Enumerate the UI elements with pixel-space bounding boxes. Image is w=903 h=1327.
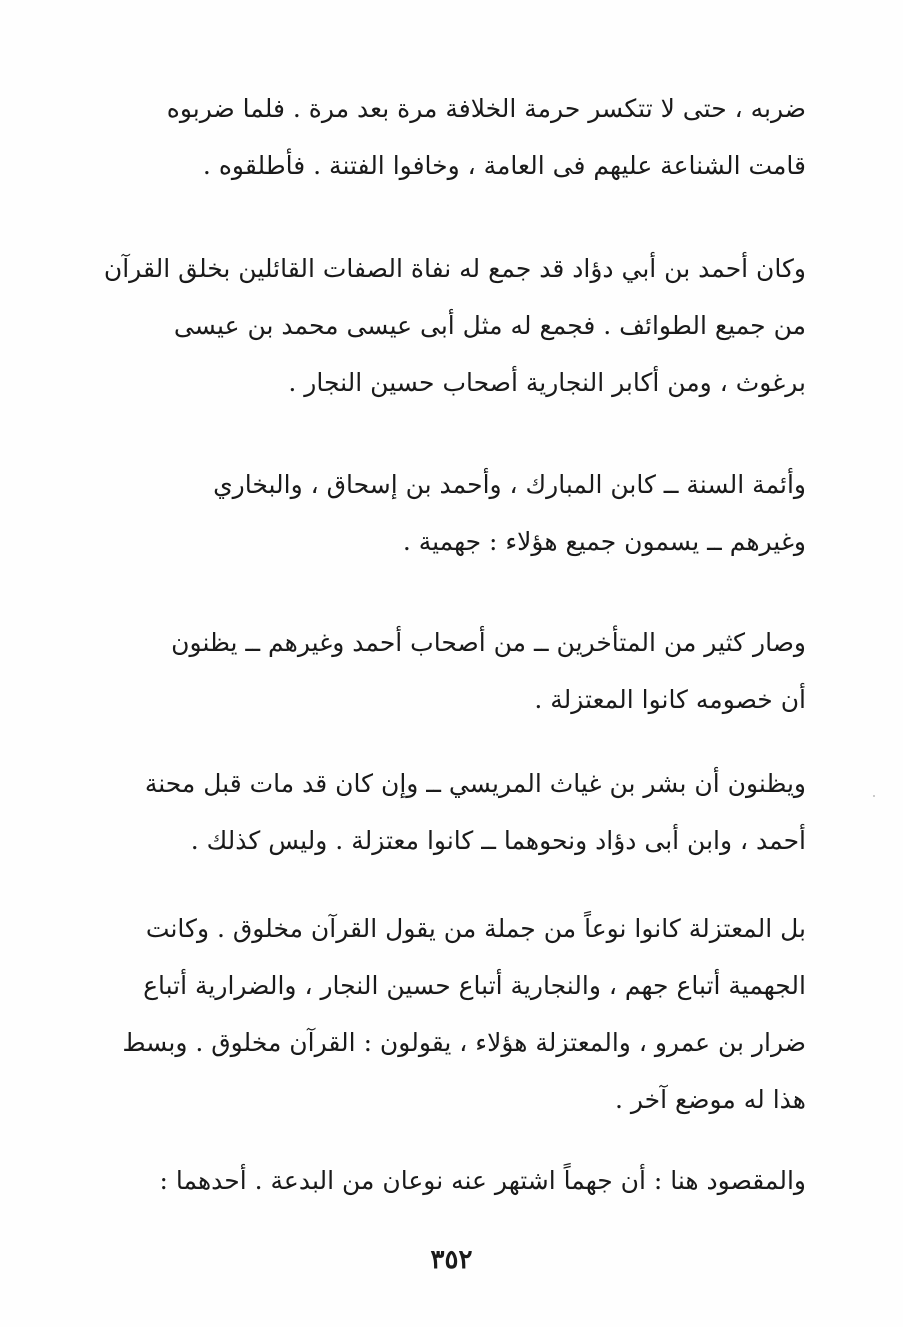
text-line: هذا له موضع آخر . [614, 1085, 806, 1114]
text-line: قامت الشناعة عليهم فى العامة ، وخافوا الفتنة . فأطلقوه . [202, 151, 806, 180]
text-line: أحمد ، وابن أبى دؤاد ونحوهما ــ كانوا معتزلة . وليس كذلك . [190, 826, 806, 855]
paragraph-3 [78, 456, 806, 570]
text-line: من جميع الطوائف . فجمع له مثل أبى عيسى محمد بن عيسى [173, 311, 806, 340]
paragraph-1 [78, 80, 806, 194]
text-line: والمقصود هنا : أن جهماً اشتهر عنه نوعان من البدعة . أحدهما : [159, 1166, 806, 1195]
text-line: ويظنون أن بشر بن غياث المريسي ــ وإن كان قد مات قبل محنة [144, 769, 806, 798]
page-number: ٣٥٢ [430, 1245, 473, 1275]
paragraph-5 [78, 755, 806, 869]
text-line: أن خصومه كانوا المعتزلة . [534, 685, 806, 714]
text-line: ضربه ، حتى لا تتكسر حرمة الخلافة مرة بعد مرة . فلما ضربوه [166, 94, 806, 123]
paragraph-7 [78, 1152, 806, 1209]
text-line: الجهمية أتباع جهم ، والنجارية أتباع حسين النجار ، والضرارية أتباع [143, 971, 806, 1000]
paragraph-2 [78, 240, 806, 411]
text-line: ضرار بن عمرو ، والمعتزلة هؤلاء ، يقولون : القرآن مخلوق . وبسط [122, 1028, 806, 1057]
scan-speck [873, 795, 875, 797]
text-line: وغيرهم ــ يسمون جميع هؤلاء : جهمية . [402, 527, 806, 556]
text-line: برغوث ، ومن أكابر النجارية أصحاب حسين النجار . [288, 368, 806, 397]
text-line: وصار كثير من المتأخرين ــ من أصحاب أحمد وغيرهم ــ يظنون [171, 628, 806, 657]
paragraph-4 [78, 614, 806, 728]
text-line: وكان أحمد بن أبي دؤاد قد جمع له نفاة الصفات القائلين بخلق القرآن [103, 254, 806, 283]
text-line: وأئمة السنة ــ كابن المبارك ، وأحمد بن إسحاق ، والبخاري [213, 470, 806, 499]
text-line: بل المعتزلة كانوا نوعاً من جملة من يقول القرآن مخلوق . وكانت [145, 914, 806, 943]
paragraph-6 [78, 900, 806, 1128]
